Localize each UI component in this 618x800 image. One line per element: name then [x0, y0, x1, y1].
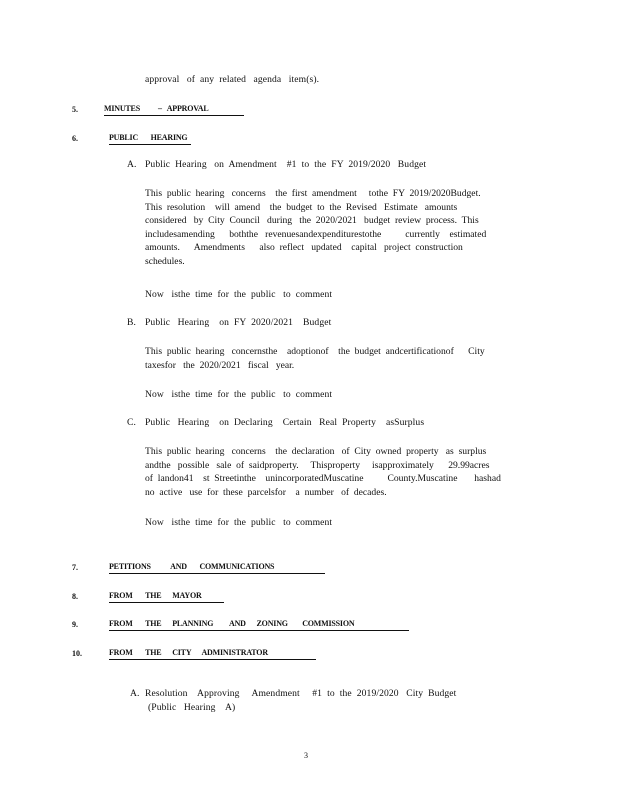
paragraph-line: schedules.	[145, 255, 185, 267]
underline	[109, 659, 316, 660]
section-title-mayor: FROM THE MAYOR	[109, 591, 202, 600]
hearing-letter: C.	[127, 417, 136, 428]
paragraph-line: This public hearing concernsthe adoptionof the budget andcertificationof City	[145, 346, 485, 357]
paragraph-line: includesamending boththe revenuesandexpenditurestothe currently estimated	[145, 228, 487, 240]
section-title-planning: FROM THE PLANNING AND ZONING COMMISSION	[109, 619, 355, 628]
paragraph-line: This public hearing concerns the first amendment tothe FY 2019/2020Budget.	[145, 188, 481, 199]
underline	[104, 115, 244, 116]
section-title-public-hearing: PUBLIC HEARING	[109, 133, 188, 142]
hearing-title: Public Hearing on Declaring Certain Real Property asSurplus	[145, 417, 425, 428]
section-number: 7.	[72, 563, 78, 572]
paragraph-line: taxesfor the 2020/2021 fiscal year.	[145, 359, 295, 371]
hearing-title: Public Hearing on FY 2020/2021 Budget	[145, 317, 332, 328]
section-number: 9.	[72, 620, 78, 629]
paragraph-line: considered by City Council during the 2020/2021 budget review process. This	[145, 215, 479, 227]
hearing-letter: B.	[127, 317, 136, 328]
underline	[109, 144, 191, 145]
section-number: 5.	[72, 105, 78, 114]
hearing-title: Public Hearing on Amendment #1 to the FY 2019/2020 Budget	[145, 159, 427, 170]
comment-line: Now isthe time for the public to comment	[145, 389, 333, 400]
section-number: 10.	[72, 649, 82, 658]
section-title-minutes: MINUTES – APPROVAL	[104, 104, 209, 113]
underline	[109, 602, 224, 603]
section-title-petitions: PETITIONS AND COMMUNICATIONS	[109, 562, 275, 571]
hearing-letter: A.	[127, 159, 137, 170]
underline	[109, 630, 409, 631]
paragraph-line: no active use for these parcelsfor a number of decades.	[145, 486, 387, 498]
section-number: 8.	[72, 592, 78, 601]
underline	[109, 573, 325, 574]
section-title-administrator: FROM THE CITY ADMINISTRATOR	[109, 648, 268, 657]
section-number: 6.	[72, 134, 78, 143]
comment-line: Now isthe time for the public to comment	[145, 289, 333, 300]
paragraph-line: This resolution will amend the budget to the Revised Estimate amounts	[145, 201, 458, 213]
page-number: 3	[304, 751, 308, 760]
resolution-line-2: (Public Hearing A)	[148, 702, 236, 713]
paragraph-line: andthe possible sale of saidproperty. Thisproperty isapproximately 29.99acres	[145, 459, 490, 471]
item-letter: A.	[130, 688, 140, 699]
paragraph-line: amounts. Amendments also reflect updated capital project construction	[145, 242, 463, 254]
hearing-description	[145, 345, 520, 372]
paragraph-line: of landon41 st Streetinthe unincorporatedMuscatine County.Muscatine hashad	[145, 473, 501, 485]
paragraph-line: This public hearing concerns the declaration of City owned property as surplus	[145, 446, 487, 457]
hearing-description	[145, 187, 520, 269]
comment-line: Now isthe time for the public to comment	[145, 517, 333, 528]
intro-line: approval of any related agenda item(s).	[145, 74, 320, 85]
resolution-line-1: Resolution Approving Amendment #1 to the 2019/2020 City Budget	[145, 688, 457, 699]
hearing-description	[145, 445, 520, 499]
